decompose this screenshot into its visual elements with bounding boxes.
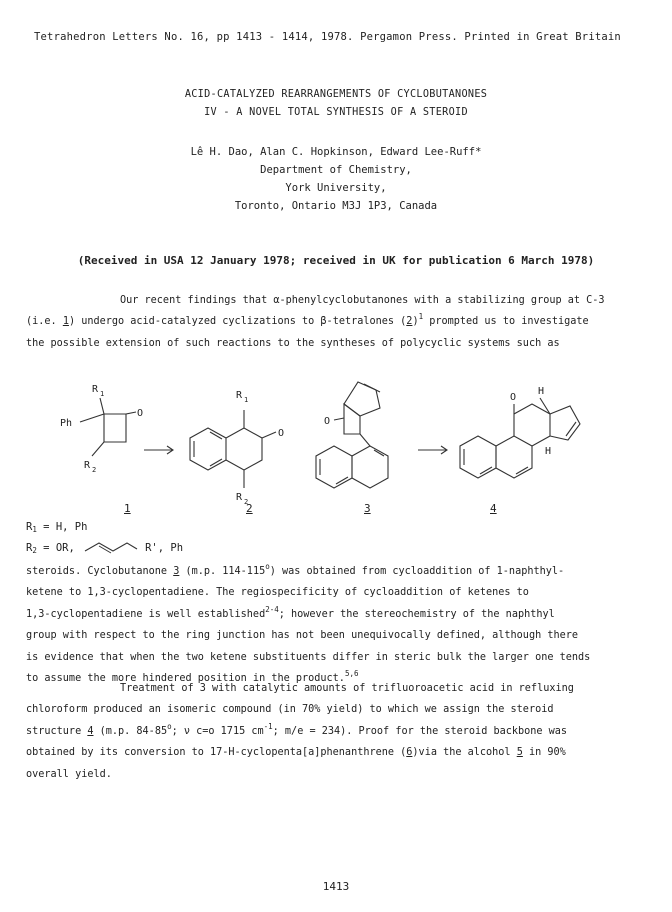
reaction-arrow-2 xyxy=(418,446,447,454)
title-line-2: IV - A NOVEL TOTAL SYNTHESIS OF A STEROID xyxy=(204,107,468,118)
affiliation-address: Toronto, Ontario M3J 1P3, Canada xyxy=(234,200,438,212)
compound-label-3: 3 xyxy=(364,502,371,515)
paragraph-2 xyxy=(26,561,656,689)
para2-line-3: 1,3-cyclopentadiene is well established$^{2-4}$; however the stereochemistry of the naphthyl xyxy=(26,604,555,620)
svg-text:R: R xyxy=(236,390,243,401)
affiliation-department: Department of Chemistry, xyxy=(260,164,412,176)
svg-text:2: 2 xyxy=(92,466,97,474)
r1-definition: $R_1 = H$, Ph xyxy=(26,521,88,534)
para3-line-2: chloroform produced an isomeric compound (in 70% yield) to which we assign the steroid xyxy=(26,704,554,716)
svg-text:R: R xyxy=(92,384,99,395)
svg-text:O: O xyxy=(324,416,331,427)
compound-label-2: 2 xyxy=(246,502,253,515)
para3-line-5: overall yield. xyxy=(26,768,112,780)
received-dates: (Received in USA 12 January 1978; received in UK for publication 6 March 1978) xyxy=(77,254,595,267)
para3-line-4: obtained by its conversion to 17-H-cyclopenta[a]phenanthrene (6)via the alcohol 5 in 90% xyxy=(26,747,566,759)
compound-3-structure xyxy=(316,382,388,488)
compound-4-structure xyxy=(460,386,580,478)
para2-line-4: group with respect to the ring junction has not been unequivocally defined, although there xyxy=(26,630,579,642)
svg-text:R: R xyxy=(84,460,91,471)
svg-text:1: 1 xyxy=(244,396,249,404)
affiliation-university: York University, xyxy=(285,182,387,194)
compound-label-4: 4 xyxy=(490,502,497,515)
title-line-1: ACID-CATALYZED REARRANGEMENTS OF CYCLOBUTANONES xyxy=(184,89,488,100)
para1-line-3: the possible extension of such reactions to the syntheses of polycyclic systems such as xyxy=(26,337,560,349)
svg-text:H: H xyxy=(538,386,545,397)
journal-header: Tetrahedron Letters No. 16, pp 1413 - 1414, 1978. Pergamon Press. Printed in Great Britain xyxy=(34,31,621,43)
svg-text:R: R xyxy=(236,492,243,503)
svg-text:2: 2 xyxy=(244,498,249,506)
reaction-arrow-1 xyxy=(144,446,173,454)
svg-text:1: 1 xyxy=(100,390,105,398)
para1-line-2: (i.e. 1) undergo acid-catalyzed cyclizations to β-tetralones $(2)^1$ prompted us to investigate xyxy=(26,312,589,328)
svg-text:O: O xyxy=(278,428,285,439)
page-number: 1413 xyxy=(322,880,350,893)
compound-1-structure xyxy=(60,384,143,474)
r2-definition: $R_2$ = OR, R', Ph xyxy=(26,542,184,555)
compound-label-1: 1 xyxy=(124,502,131,515)
para1-line-1: Our recent findings that α-phenylcyclobutanones with a stabilizing group at C-3 xyxy=(120,295,605,306)
para2-line-5: is evidence that when the two ketene substituents differ in steric bulk the larger one tends xyxy=(26,651,591,663)
compound-2-structure xyxy=(190,390,284,506)
paragraph-1 xyxy=(26,290,656,354)
svg-text:O: O xyxy=(510,392,517,403)
para2-line-2: ketene to 1,3-cyclopentadiene. The regiospecificity of cycloaddition of ketenes to xyxy=(26,587,529,599)
para2-line-6: to assume the more hindered position in the product.$^{5,6}$ xyxy=(26,669,359,685)
allyl-chain-icon xyxy=(81,540,145,554)
para3-line-3: structure 4 (m.p. 84-85$^o$; ν c=o 1715 $cm^{-1}$; m/e = 234). Proof for the steroid backbone was xyxy=(26,721,568,737)
svg-text:Ph: Ph xyxy=(60,418,73,429)
para2-line-1: steroids. Cyclobutanone 3 (m.p. 114-115$^o$) was obtained from cycloaddition of 1-naphthyl- xyxy=(26,562,565,577)
svg-text:O: O xyxy=(137,408,144,419)
reaction-scheme xyxy=(40,380,640,560)
svg-text:H: H xyxy=(545,446,552,457)
paragraph-3 xyxy=(26,678,656,785)
authors: Lê H. Dao, Alan C. Hopkinson, Edward Lee-Ruff* xyxy=(190,146,482,158)
para3-line-1: Treatment of 3 with catalytic amounts of trifluoroacetic acid in refluxing xyxy=(120,683,574,694)
